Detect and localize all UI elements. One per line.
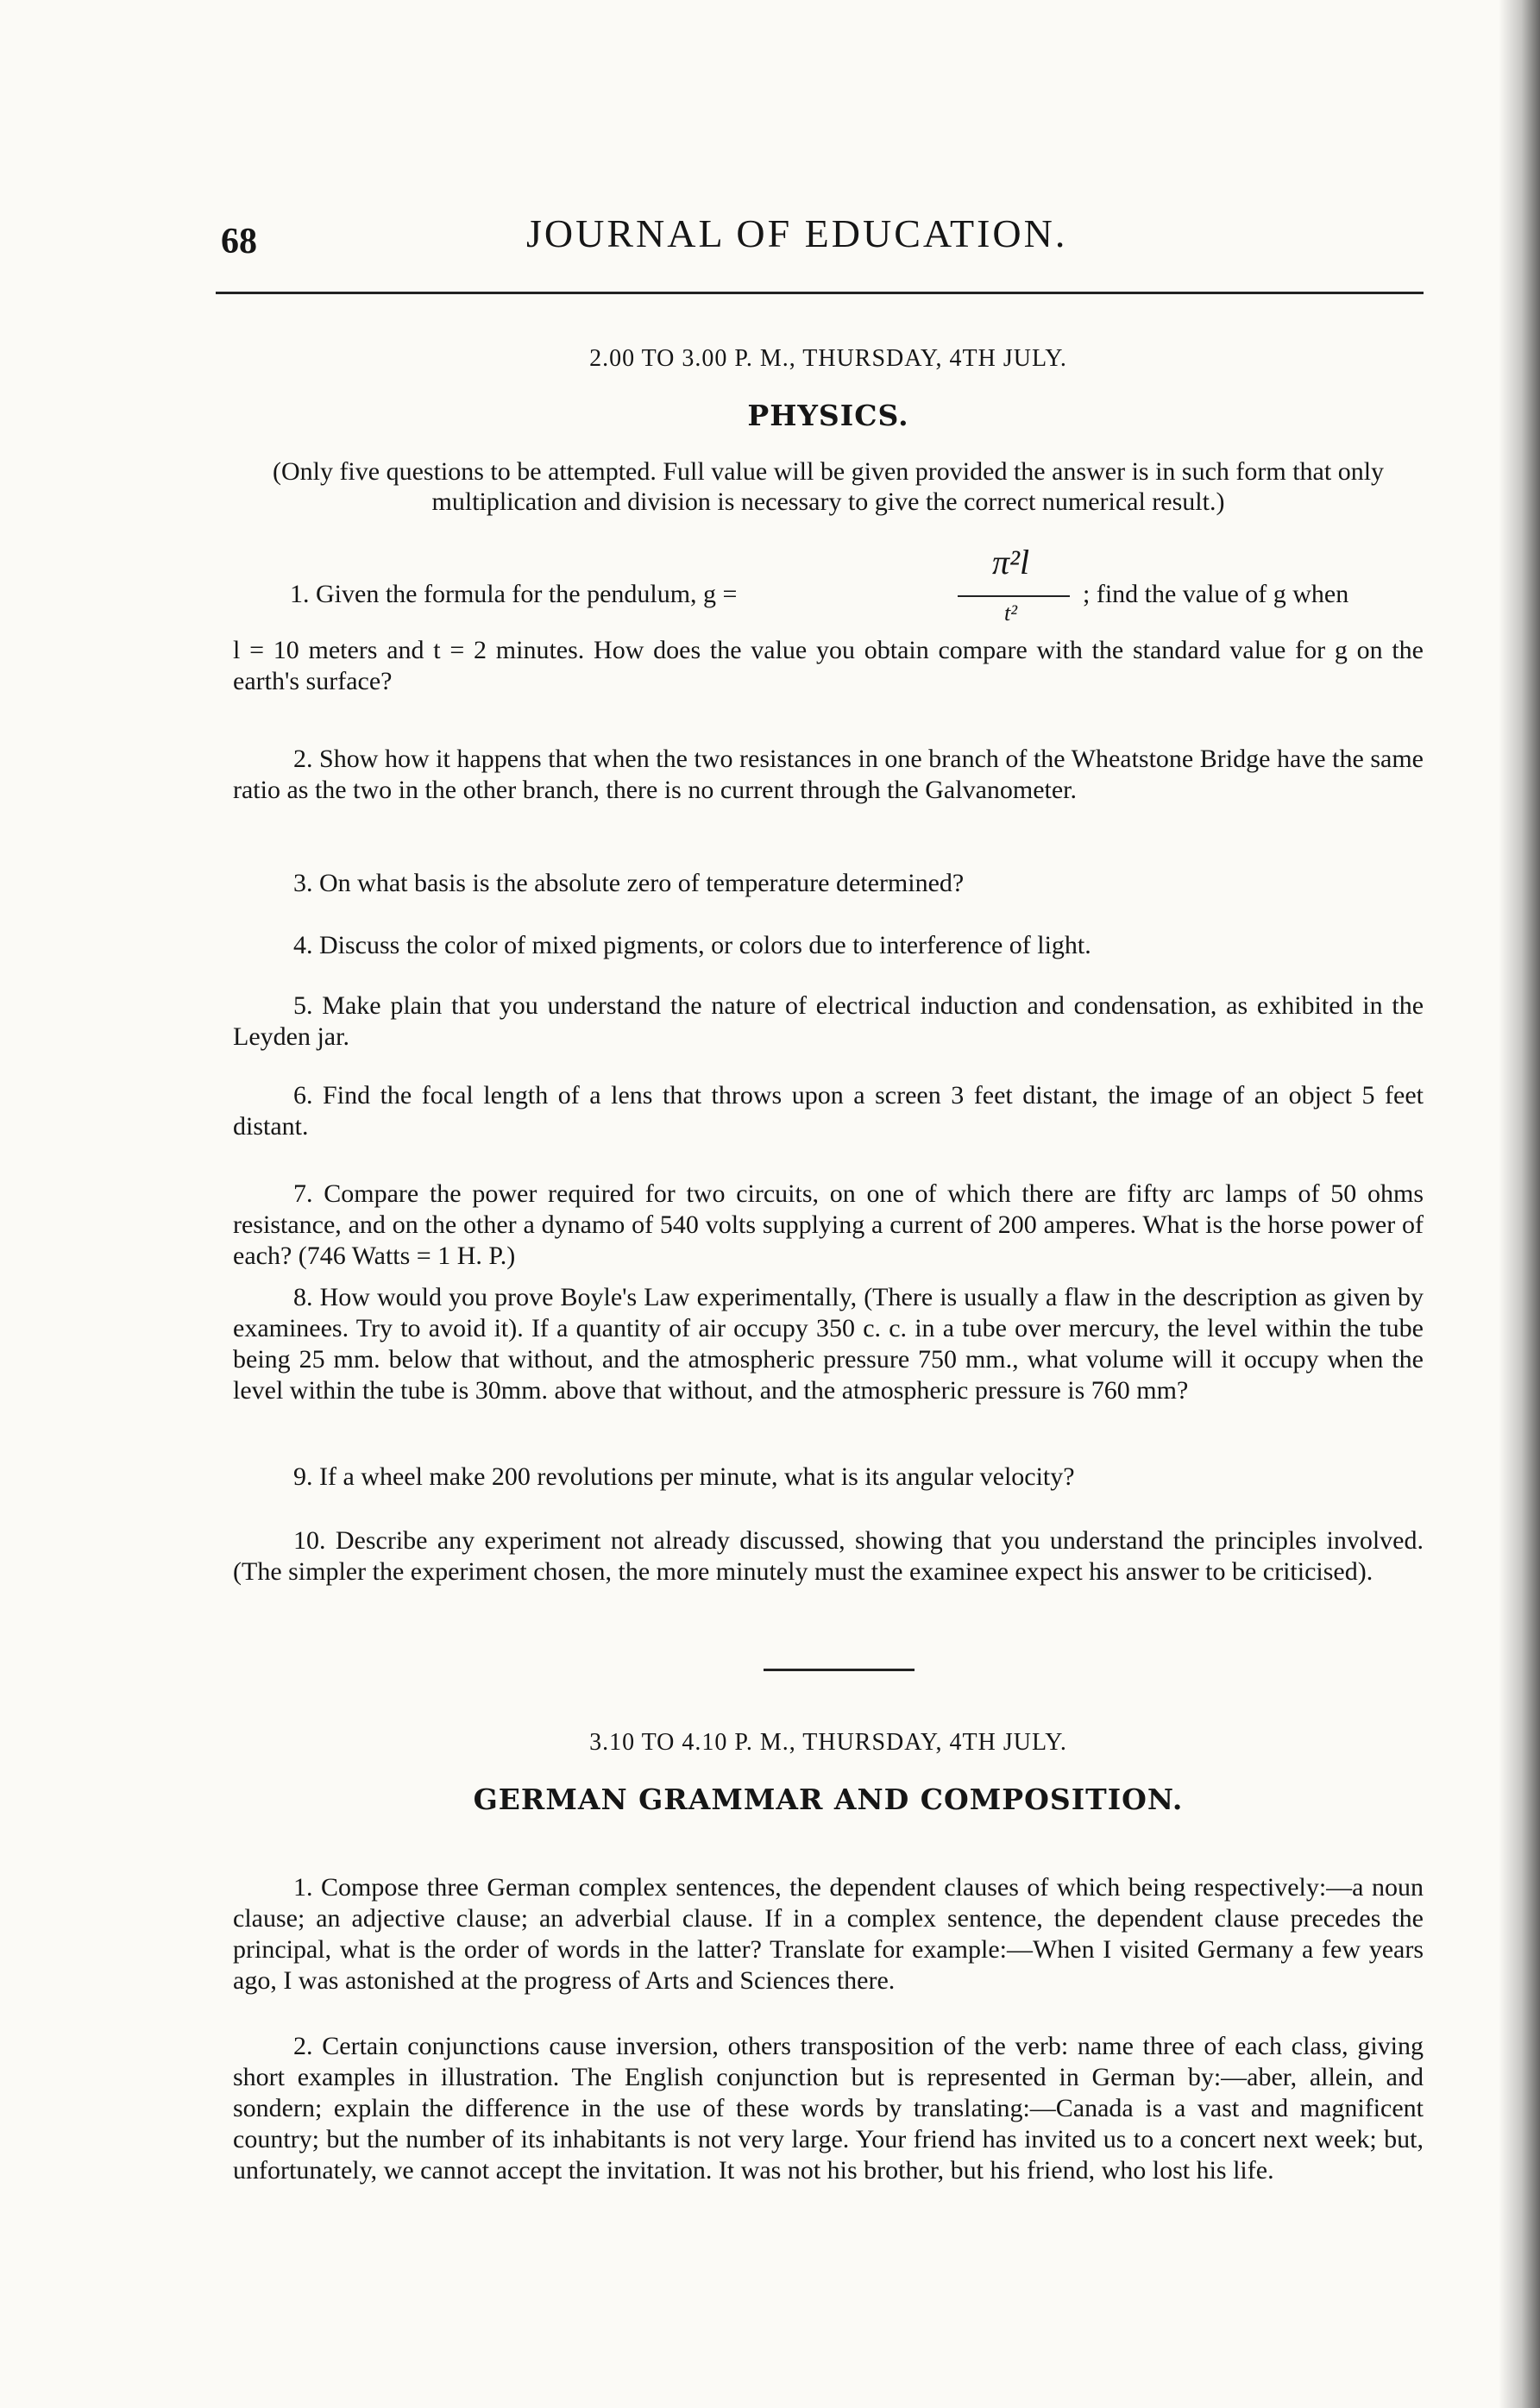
formula-denominator: t² (1004, 600, 1018, 626)
question-number: 6. (293, 1081, 313, 1110)
question-text (233, 990, 1424, 1053)
question-number: 7. (293, 1179, 313, 1208)
german-time: 3.10 TO 4.10 P. M., THURSDAY, 4TH JULY. (589, 1729, 1067, 1756)
question-1-continuation: l = 10 meters and t = 2 minutes. How does the value you obtain compare with the standard value for g on the earth's surface? (233, 636, 1424, 695)
question-text (233, 1080, 1424, 1142)
question-body: Certain conjunctions cause inversion, others transposition of the verb: name three of each class, giving short examples in illustration. The English conjunction but is represented in German by:—aber, allein, and sondern; explain the difference in the use of these words by translating:—Canada is a vast and magnificent country; but the number of its inhabitants is not very large. Your friend has invited us to a concert next week; but, unfortunately, we cannot accept the invitation. It was not his brother, but his friend, who lost his life. (233, 2032, 1424, 2185)
page-number: 68 (221, 222, 257, 261)
section-divider (764, 1669, 915, 1671)
question-text (233, 868, 1424, 899)
physics-question-4 (233, 930, 1424, 961)
physics-question-9 (233, 1462, 1424, 1493)
question-body: How would you prove Boyle's Law experimentally, (There is usually a flaw in the description as given by examinees. Try to avoid it). If a quantity of air occupy 350 c. c. in a tube over mercury, the level within the tube being 25 mm. below that without, and the atmospheric pressure 750 mm., what volume will it occupy when the level within the tube is 30mm. above that without, and the atmospheric pressure is 760 mm? (233, 1283, 1424, 1405)
question-body: Describe any experiment not already discussed, showing that you understand the principles involved. (The simpler the experiment chosen, the more minutely must the examinee expect his answer to be criticised). (233, 1526, 1424, 1586)
physics-question-2 (233, 744, 1424, 806)
question-text (233, 1462, 1424, 1493)
physics-instructions: (Only five questions to be attempted. Full value will be given provided the answer is in such form that only multiplication and division is necessary to give the correct numerical result.) (272, 457, 1385, 517)
question-text (233, 1872, 1424, 1996)
pendulum-formula (958, 542, 1070, 628)
physics-question-6 (233, 1080, 1424, 1142)
question-text (233, 744, 1424, 806)
question-1-number: 1. (290, 580, 310, 608)
question-text (233, 1282, 1424, 1406)
physics-title: PHYSICS. (747, 399, 909, 432)
question-body: Discuss the color of mixed pigments, or colors due to interference of light. (319, 931, 1091, 959)
question-1-text: Given the formula for the pendulum, g = (316, 580, 738, 608)
question-number: 8. (293, 1283, 313, 1311)
question-body: Find the focal length of a lens that throws upon a screen 3 feet distant, the image of an object 5 feet distant. (233, 1081, 1424, 1141)
physics-question-7 (233, 1179, 1424, 1272)
german-title: GERMAN GRAMMAR AND COMPOSITION. (473, 1782, 1184, 1816)
physics-section (233, 345, 1424, 518)
page-edge-shadow (1499, 0, 1540, 2408)
question-body: Compare the power required for two circuits, on one of which there are fifty arc lamps of 50 ohms resistance, and on the other a dynamo of 540 volts supplying a current of 200 amperes. What is the horse power of each? (746 Watts = 1 H. P.) (233, 1179, 1424, 1270)
physics-question-1 (233, 542, 1424, 723)
german-section (233, 1729, 1424, 1816)
physics-question-10 (233, 1525, 1424, 1588)
question-body: Make plain that you understand the nature of electrical induction and condensation, as exhibited in the Leyden jar. (233, 991, 1424, 1051)
question-1-tail: ; find the value of g when (1083, 580, 1349, 608)
physics-time: 2.00 TO 3.00 P. M., THURSDAY, 4TH JULY. (589, 345, 1067, 372)
question-number: 4. (293, 931, 313, 959)
running-title: JOURNAL OF EDUCATION. (526, 211, 1068, 255)
question-text (233, 930, 1424, 961)
german-question-2 (233, 2031, 1424, 2186)
question-number: 10. (293, 1526, 326, 1555)
question-number: 2. (293, 2032, 313, 2060)
question-number: 2. (293, 745, 313, 773)
question-body: Compose three German complex sentences, the dependent clauses of which being respectively:—a noun clause; an adjective clause; an adverbial clause. If in a complex sentence, the dependent clause precedes the principal, what is the order of words in the latter? Translate for example:—When I visited Germany a few years ago, I was astonished at the progress of Arts and Sciences there. (233, 1873, 1424, 1995)
question-text (233, 1525, 1424, 1588)
physics-question-5 (233, 990, 1424, 1053)
question-number: 3. (293, 869, 313, 897)
question-number: 9. (293, 1462, 313, 1491)
question-text (233, 2031, 1424, 2186)
german-question-1 (233, 1872, 1424, 1996)
question-number: 1. (293, 1873, 313, 1902)
question-number: 5. (293, 991, 313, 1020)
question-body: On what basis is the absolute zero of temperature determined? (319, 869, 965, 897)
header-rule (216, 292, 1424, 294)
physics-question-8 (233, 1282, 1424, 1406)
question-1-lead (290, 580, 737, 609)
formula-fraction-bar (958, 595, 1070, 597)
question-body: If a wheel make 200 revolutions per minute, what is its angular velocity? (319, 1462, 1075, 1491)
question-text (233, 1179, 1424, 1272)
page-header (216, 207, 1424, 267)
physics-question-3 (233, 868, 1424, 899)
formula-numerator: π²l (992, 543, 1030, 582)
question-body: Show how it happens that when the two resistances in one branch of the Wheatstone Bridge have the same ratio as the two in the other branch, there is no current through the Galvanometer. (233, 745, 1424, 804)
